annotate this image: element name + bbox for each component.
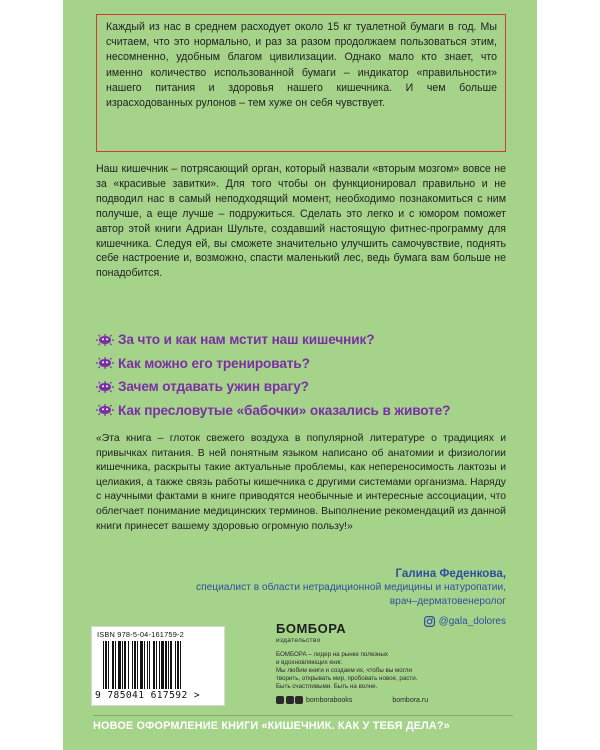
review-author: [160, 566, 506, 608]
footer-note: НОВОЕ ОФОРМЛЕНИЕ КНИГИ «КИШЕЧНИК. КАК У ТЕБЯ ДЕЛА?»: [93, 720, 450, 732]
question-text: Как можно его тренировать?: [118, 355, 310, 371]
question-text: Зачем отдавать ужин врагу?: [118, 379, 309, 395]
virus-icon: [96, 332, 118, 348]
barcode-digits: 9 785041 617592 >: [95, 690, 200, 701]
publisher-description: [276, 651, 426, 691]
question-item: [96, 352, 516, 376]
instagram-handle-text: @gala_dolores: [438, 616, 506, 627]
footer-divider: [93, 715, 513, 716]
question-text: За что и как нам мстит наш кишечник?: [118, 332, 375, 348]
publisher-social: [276, 696, 506, 704]
publisher-site[interactable]: bombora.ru: [392, 696, 429, 704]
vk-icon[interactable]: [276, 696, 284, 704]
youtube-icon[interactable]: [295, 696, 303, 704]
question-item: [96, 328, 516, 352]
author-name: Галина Феденкова,: [395, 567, 506, 580]
question-list: [96, 328, 516, 422]
intro-text: Каждый из нас в среднем расходует около 15 кг туалетной бумаги в год. Мы считаем, что это нормально, и раз за разом продолжаем пользоваться этим, несомненно, удобным благом цивилизации. Однако мало кто знает, что именно количество использованной бумаги – индикатор «правильности» нашего питания и здоровья нашего кишечника. И чем больше израсходованных рулонов – тем хуже он себя чувствует.: [106, 21, 497, 110]
publisher-text-line: БОМБОРА – лидер на рынке полезных: [276, 651, 388, 658]
instagram-icon[interactable]: [286, 696, 294, 704]
question-text: Как пресловутые «бабочки» оказались в животе?: [118, 402, 451, 418]
publisher-text-line: и вдохновляющих книг.: [276, 659, 343, 666]
publisher-text-line: творить, открывать мир, пробовать новое, расти.: [276, 675, 418, 682]
barcode: [91, 626, 225, 706]
virus-icon: [96, 379, 118, 395]
review-quote: «Эта книга – глоток свежего воздуха в популярной литературе о традициях и привычках питания. В ней понятным языком написано об анатомии и физиологии кишечника, раскрыты такие актуальные проблемы, как непереносимость лактозы и целиакия, а также связь работы кишечника с другими системами организма. Наряду с научными фактами в книге приводятся необычные и интересные ассоциации, что облегчает понимание медицинских терминов. Выполнение рекомендаций из данной книги принесет вашему здоровью огромную пользу!»: [96, 433, 506, 532]
publisher-social-handle[interactable]: bomborabooks: [306, 696, 353, 704]
author-role-line-2: врач–дерматовенеролог: [389, 595, 506, 607]
publisher-subtitle: издательство: [276, 637, 321, 644]
author-role-line-1: специалист в области нетрадиционной медицины и натуропатии,: [196, 582, 506, 593]
publisher-logo: БОМБОРА: [276, 621, 347, 636]
description-text: Наш кишечник – потрясающий орган, который назвали «вторым мозгом» вовсе не за «красивые завитки». Для того чтобы он функционировал правильно и не подводил нас в самый неподходящий момент, необходимо познакомиться с ним получше, а еще лучше – подружиться. Сделать это легко и с юмором поможет автор этой книги Адриан Шульте, создавший настоящую фитнес-программу для кишечника. Следуя ей, вы сможете значительно улучшить самочувствие, поднять себе настроение и, возможно, спасти маленький лес, ведь бумага вам больше не понадобится.: [96, 163, 506, 280]
virus-icon: [96, 355, 118, 371]
virus-icon: [96, 402, 118, 418]
publisher-text-line: Быть счастливыми. Быть на волне.: [276, 683, 378, 690]
question-item: [96, 375, 516, 399]
publisher-block: [276, 622, 506, 691]
barcode-bars: [97, 641, 221, 691]
isbn-label: ISBN 978-5-04-161759-2: [97, 630, 184, 639]
question-item: [96, 399, 516, 423]
publisher-text-line: Мы любим книги и создаем их, чтобы вы могли: [276, 667, 412, 674]
intro-box: [96, 14, 506, 152]
